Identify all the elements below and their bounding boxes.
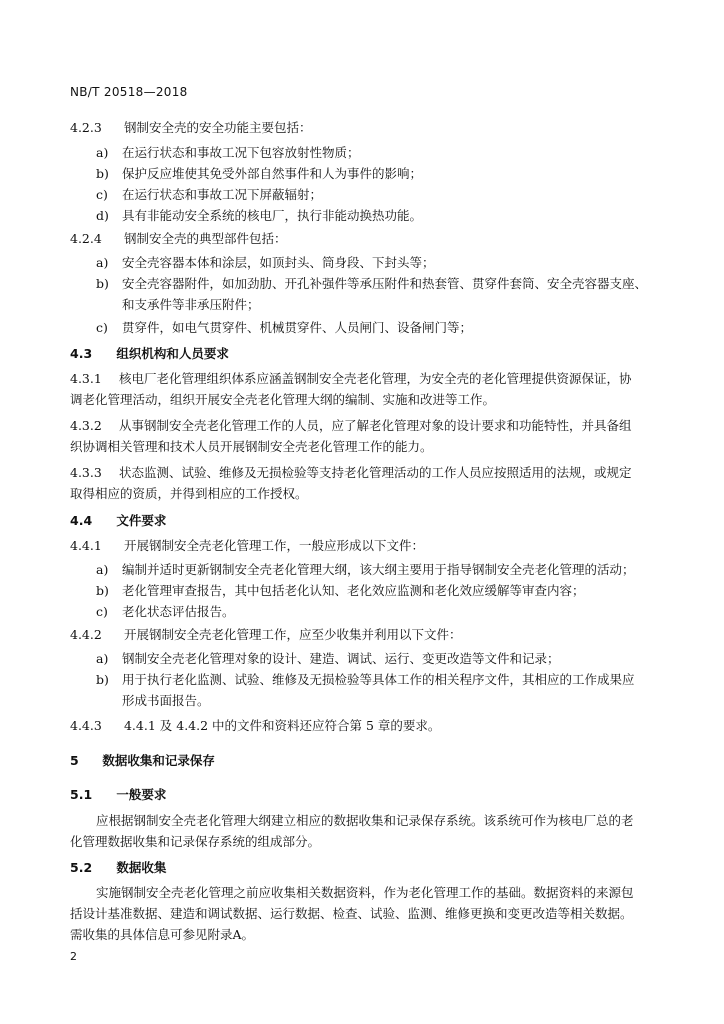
- clause-number: 4.3.2: [70, 418, 102, 433]
- item-text: 老化状态评估报告。: [122, 604, 235, 619]
- section-title: 组织机构和人员要求: [116, 346, 229, 361]
- clause-text: 4.4.1 及 4.4.2 中的文件和资料还应符合第 5 章的要求。: [123, 718, 441, 733]
- clause-number: 4.4.3: [70, 718, 102, 733]
- section-number: 5.2: [70, 860, 93, 875]
- section-number: 4.3: [70, 346, 93, 361]
- item-text: 老化管理审查报告，其中包括老化认知、老化效应监测和老化效应缓解等审查内容；: [122, 583, 585, 598]
- item-text: 在运行状态和事故工况下屏蔽辐射；: [122, 187, 323, 202]
- item-text: 用于执行老化监测、试验、维修及无损检验等具体工作的相关程序文件，其相应的工作成果应: [122, 672, 635, 687]
- paragraph-line: 需收集的具体信息可参见附录A。: [70, 927, 255, 942]
- section-4-3-heading: [70, 345, 229, 363]
- clause-text: 开展钢制安全壳老化管理工作，应至少收集并利用以下文件：: [123, 627, 462, 642]
- clause-4-2-4: [70, 230, 287, 248]
- paragraph-line: 应根据钢制安全壳老化管理大纲建立相应的数据收集和记录保存系统。该系统可作为核电厂总的老: [96, 813, 634, 828]
- clause-number: 4.4.1: [70, 538, 102, 553]
- chapter-5-heading: [70, 752, 215, 770]
- clause-text: 核电厂老化管理组织体系应涵盖钢制安全壳老化管理，为安全壳的老化管理提供资源保证，协: [118, 371, 632, 386]
- section-number: 4.4: [70, 513, 93, 528]
- item-label: b): [96, 583, 109, 598]
- clause-text: 钢制安全壳的典型部件包括：: [123, 231, 287, 246]
- clause-text: 状态监测、试验、维修及无损检验等支持老化管理活动的工作人员应按照适用的法规，或规定: [118, 465, 632, 480]
- item-label: b): [96, 276, 109, 291]
- clause-4-3-1: [70, 370, 632, 388]
- clause-4-4-1: [70, 537, 424, 555]
- paragraph-line: 括设计基准数据、建造和调试数据、运行数据、检查、试验、监测、维修更换和变更改造等相关数据。: [70, 906, 633, 921]
- section-number: 5.1: [70, 787, 93, 802]
- section-4-4-heading: [70, 512, 166, 530]
- document-code-header: NB/T 20518—2018: [70, 85, 188, 99]
- clause-text-continuation: 织协调相关管理和技术人员开展钢制安全壳老化管理工作的能力。: [70, 439, 433, 454]
- clause-text: 从事钢制安全壳老化管理工作的人员，应了解老化管理对象的设计要求和功能特性，并具备组: [118, 418, 632, 433]
- item-text: 保护反应堆使其免受外部自然事件和人为事件的影响；: [122, 166, 423, 181]
- item-label: c): [96, 187, 108, 202]
- clause-number: 4.4.2: [70, 627, 102, 642]
- item-text: 安全壳容器附件，如加劲肋、开孔补强件等承压附件和热套管、贯穿件套筒、安全壳容器支座、: [122, 276, 648, 291]
- list-item-continuation: 形成书面报告。: [122, 693, 210, 708]
- item-label: d): [96, 208, 109, 223]
- clause-number: 4.3.3: [70, 465, 102, 480]
- clause-4-4-2: [70, 626, 462, 644]
- clause-text: 开展钢制安全壳老化管理工作，一般应形成以下文件：: [123, 538, 424, 553]
- item-text: 钢制安全壳老化管理对象的设计、建造、调试、运行、变更改造等文件和记录；: [122, 651, 560, 666]
- clause-number: 4.3.1: [70, 371, 102, 386]
- item-label: c): [96, 604, 108, 619]
- clause-number: 4.2.3: [70, 120, 102, 135]
- item-label: c): [96, 320, 108, 335]
- clause-text: 钢制安全壳的安全功能主要包括：: [123, 120, 312, 135]
- section-5-1-heading: [70, 786, 166, 804]
- page-number: 2: [70, 950, 77, 963]
- item-text: 在运行状态和事故工况下包容放射性物质；: [122, 145, 360, 160]
- section-title: 数据收集: [116, 860, 167, 875]
- paragraph-line: 实施钢制安全壳老化管理之前应收集相关数据资料，作为老化管理工作的基础。数据资料的来源包: [96, 885, 634, 900]
- item-text: 安全壳容器本体和涂层，如顶封头、筒身段、下封头等；: [122, 255, 435, 270]
- clause-4-2-3: [70, 119, 312, 137]
- item-label: a): [96, 651, 109, 666]
- list-item-continuation: 和支承件等非承压附件；: [122, 297, 260, 312]
- item-label: b): [96, 672, 109, 687]
- item-label: a): [96, 562, 109, 577]
- section-5-2-heading: [70, 859, 166, 877]
- clause-text-continuation: 取得相应的资质，并得到相应的工作授权。: [70, 486, 308, 501]
- clause-4-3-3: [70, 464, 632, 482]
- clause-4-4-3: [70, 717, 440, 735]
- item-text: 具有非能动安全系统的核电厂，执行非能动换热功能。: [122, 208, 423, 223]
- item-text: 编制并适时更新钢制安全壳老化管理大纲，该大纲主要用于指导钢制安全壳老化管理的活动；: [122, 562, 635, 577]
- chapter-title: 数据收集和记录保存: [102, 753, 215, 768]
- item-text: 贯穿件，如电气贯穿件、机械贯穿件、人员闸门、设备闸门等；: [122, 320, 473, 335]
- clause-number: 4.2.4: [70, 231, 102, 246]
- item-label: a): [96, 145, 109, 160]
- chapter-number: 5: [70, 753, 79, 768]
- paragraph-line: 化管理数据收集和记录保存系统的组成部分。: [70, 834, 321, 849]
- clause-4-3-2: [70, 417, 632, 435]
- clause-text-continuation: 调老化管理活动，组织开展安全壳老化管理大纲的编制、实施和改进等工作。: [70, 392, 496, 407]
- section-title: 文件要求: [116, 513, 167, 528]
- item-label: b): [96, 166, 109, 181]
- item-label: a): [96, 255, 109, 270]
- section-title: 一般要求: [116, 787, 167, 802]
